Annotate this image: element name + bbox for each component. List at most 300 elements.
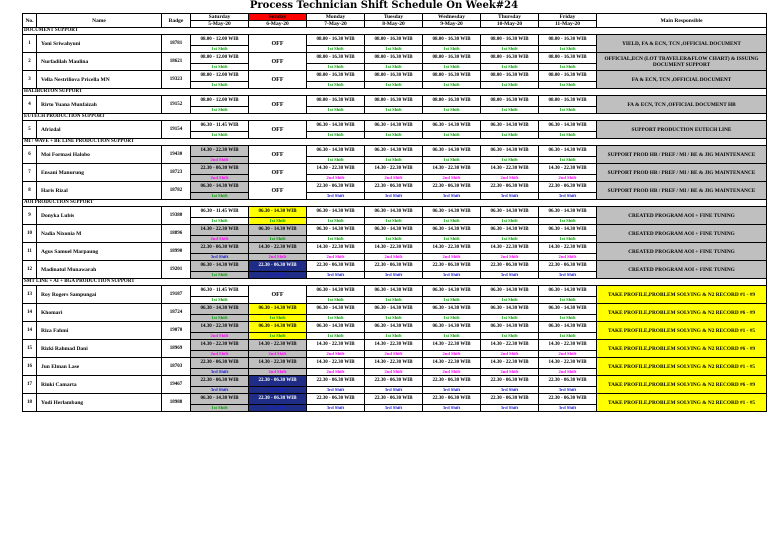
shift-time: 14.30 - 22.30 WIB <box>365 358 423 369</box>
shift-label: 3rd Shift <box>307 272 365 279</box>
shift-time: 22.30 - 06.30 WIB <box>539 182 597 193</box>
shift-label: 1st Shift <box>307 236 365 243</box>
shift-label: 1st Shift <box>307 132 365 139</box>
shift-label: 1st Shift <box>423 132 481 139</box>
row-number: 3 <box>23 71 37 89</box>
row-number: 11 <box>23 243 37 261</box>
shift-label: 1st Shift <box>191 82 249 89</box>
shift-label: 1st Shift <box>423 218 481 225</box>
shift-label: 1st Shift <box>481 297 539 304</box>
shift-time: 22.30 - 06.30 WIB <box>481 261 539 272</box>
header-responsible: Main Responsible <box>597 14 767 28</box>
shift-time: 08.00 - 16.30 WIB <box>481 53 539 64</box>
employee-badge: 19152 <box>162 96 191 114</box>
group-header-row <box>23 28 767 35</box>
shift-time: 08.00 - 12.00 WIB <box>191 71 249 82</box>
shift-label: 1st Shift <box>481 46 539 53</box>
shift-time: 14.30 - 22.30 WIB <box>249 358 307 369</box>
day-off-cell: OFF <box>249 53 307 71</box>
employee-badge: 18990 <box>162 243 191 261</box>
shift-time: 06.30 - 14.30 WIB <box>307 304 365 315</box>
shift-time: 22.30 - 06.30 WIB <box>307 394 365 405</box>
group-header-row <box>23 89 767 96</box>
shift-label: 1st Shift <box>539 82 597 89</box>
shift-label: 3rd Shift <box>481 193 539 200</box>
employee-name: Madinatul Munawarah <box>37 261 162 279</box>
shift-time: 06.30 - 14.30 WIB <box>423 286 481 297</box>
shift-time: 14.30 - 22.30 WIB <box>365 164 423 175</box>
shift-time: 08.00 - 16.30 WIB <box>307 53 365 64</box>
main-responsible: SUPPORT PROD HB / PREF / MI / BE & JIG MAINTENANCE <box>597 164 767 182</box>
schedule-title: Process Technician Shift Schedule On Week#24 <box>249 0 519 11</box>
shift-time: 06.30 - 14.30 WIB <box>423 207 481 218</box>
employee-name: Jun Elman Lase <box>37 358 162 376</box>
shift-time: 22.30 - 06.30 WIB <box>365 394 423 405</box>
employee-row <box>23 261 767 272</box>
shift-label: 1st Shift <box>423 46 481 53</box>
shift-label: 2nd Shift <box>481 175 539 182</box>
shift-time: 06.30 - 14.30 WIB <box>423 304 481 315</box>
shift-time: 06.30 - 14.30 WIB <box>423 121 481 132</box>
group-title: MI / WAVE + BE LINE PRODUCTION SUPPORT <box>23 139 767 146</box>
group-title: SMT LINE + AI + BGA PRODUCTION SUPPORT <box>23 279 767 286</box>
header-day: Wednesday <box>423 14 481 21</box>
shift-label: 1st Shift <box>191 193 249 200</box>
shift-time: 14.30 - 22.30 WIB <box>191 146 249 157</box>
shift-time: 06.30 - 14.30 WIB <box>365 286 423 297</box>
shift-time: 06.30 - 14.30 WIB <box>423 322 481 333</box>
shift-label: 3rd Shift <box>249 405 307 412</box>
shift-label: 2nd Shift <box>365 254 423 261</box>
header-day: Monday <box>307 14 365 21</box>
employee-badge: 19201 <box>162 261 191 279</box>
employee-badge: 19187 <box>162 286 191 304</box>
shift-time: 14.30 - 22.30 WIB <box>423 340 481 351</box>
shift-time: 14.30 - 22.30 WIB <box>191 322 249 333</box>
employee-name: Afrizdal <box>37 121 162 139</box>
schedule-body <box>23 28 767 412</box>
shift-label: 2nd Shift <box>191 175 249 182</box>
shift-label: 1st Shift <box>423 333 481 340</box>
header-day: Friday <box>539 14 597 21</box>
shift-time: 08.00 - 16.30 WIB <box>307 71 365 82</box>
shift-label: 2nd Shift <box>307 175 365 182</box>
shift-label: 3rd Shift <box>423 272 481 279</box>
shift-time: 14.30 - 22.30 WIB <box>191 340 249 351</box>
shift-label: 2nd Shift <box>191 333 249 340</box>
shift-label: 1st Shift <box>481 64 539 71</box>
employee-name: Rirto Yuana Munfaizah <box>37 96 162 114</box>
header-date: 6-May-20 <box>249 21 307 28</box>
shift-time: 06.30 - 14.30 WIB <box>191 304 249 315</box>
shift-label: 3rd Shift <box>249 272 307 279</box>
shift-label: 1st Shift <box>307 107 365 114</box>
shift-label: 1st Shift <box>423 236 481 243</box>
main-responsible: TAKE PROFILE,PROBLEM SOLVING & N2 RECORD #1 - #9 <box>597 286 767 304</box>
row-number: 15 <box>23 340 37 358</box>
shift-label: 1st Shift <box>249 236 307 243</box>
employee-row <box>23 394 767 405</box>
shift-label: 2nd Shift <box>423 175 481 182</box>
group-title: HALIBURTON SUPPORT <box>23 89 767 96</box>
shift-label: 2nd Shift <box>481 369 539 376</box>
employee-row <box>23 322 767 333</box>
row-number: 7 <box>23 164 37 182</box>
shift-label: 1st Shift <box>539 46 597 53</box>
shift-time: 14.30 - 22.30 WIB <box>539 340 597 351</box>
shift-label: 2nd Shift <box>539 175 597 182</box>
employee-badge: 19070 <box>162 322 191 340</box>
day-off-cell: OFF <box>249 71 307 89</box>
shift-label: 3rd Shift <box>307 193 365 200</box>
group-title: DOCUMENT SUPPORT <box>23 28 767 35</box>
shift-time: 22.30 - 06.30 WIB <box>191 358 249 369</box>
shift-time: 06.30 - 11.45 WIB <box>191 121 249 132</box>
employee-name: Donyka Lubis <box>37 207 162 225</box>
shift-label: 1st Shift <box>423 64 481 71</box>
shift-time: 06.30 - 14.30 WIB <box>307 146 365 157</box>
shift-label: 1st Shift <box>191 315 249 322</box>
shift-label: 3rd Shift <box>539 193 597 200</box>
shift-time: 14.30 - 22.30 WIB <box>481 243 539 254</box>
shift-time: 06.30 - 14.30 WIB <box>481 304 539 315</box>
shift-time: 06.30 - 14.30 WIB <box>539 304 597 315</box>
shift-time: 06.30 - 14.30 WIB <box>539 225 597 236</box>
employee-row <box>23 121 767 132</box>
shift-label: 1st Shift <box>365 297 423 304</box>
shift-time: 22.30 - 06.30 WIB <box>191 243 249 254</box>
shift-time: 06.30 - 14.30 WIB <box>191 182 249 193</box>
shift-label: 3rd Shift <box>481 405 539 412</box>
day-off-cell: OFF <box>249 164 307 182</box>
shift-label: 3rd Shift <box>365 193 423 200</box>
shift-label: 1st Shift <box>539 132 597 139</box>
shift-time: 14.30 - 22.30 WIB <box>423 243 481 254</box>
employee-badge: 19430 <box>162 146 191 164</box>
shift-time: 22.30 - 06.30 WIB <box>365 376 423 387</box>
shift-time: 14.30 - 22.30 WIB <box>423 358 481 369</box>
row-number: 8 <box>23 182 37 200</box>
shift-time: 08.00 - 16.30 WIB <box>539 96 597 107</box>
shift-time: 08.00 - 16.30 WIB <box>481 96 539 107</box>
shift-label: 1st Shift <box>365 82 423 89</box>
shift-label: 1st Shift <box>539 107 597 114</box>
shift-time: 22.30 - 06.30 WIB <box>539 394 597 405</box>
employee-row <box>23 286 767 297</box>
shift-label: 3rd Shift <box>307 405 365 412</box>
employee-row <box>23 358 767 369</box>
shift-label: 2nd Shift <box>307 369 365 376</box>
shift-time: 14.30 - 22.30 WIB <box>481 358 539 369</box>
employee-row <box>23 243 767 254</box>
shift-time: 22.30 - 06.30 WIB <box>423 261 481 272</box>
shift-label: 1st Shift <box>365 64 423 71</box>
shift-time: 06.30 - 14.30 WIB <box>539 322 597 333</box>
employee-name: Agus Samuel Marpaung <box>37 243 162 261</box>
shift-time: 22.30 - 06.30 WIB <box>365 261 423 272</box>
shift-label: 1st Shift <box>307 64 365 71</box>
shift-time: 08.00 - 16.30 WIB <box>365 53 423 64</box>
main-responsible: FA & ECN, TCN ,OFFICIAL DOCUMENT <box>597 71 767 89</box>
row-number: 10 <box>23 225 37 243</box>
shift-time: 06.30 - 14.30 WIB <box>249 304 307 315</box>
shift-time: 22.30 - 06.30 WIB <box>191 164 249 175</box>
main-responsible: FA & ECN, TCN ,OFFICIAL DOCUMENT HB <box>597 96 767 114</box>
shift-time: 08.00 - 16.30 WIB <box>481 71 539 82</box>
shift-time: 14.30 - 22.30 WIB <box>249 340 307 351</box>
shift-time: 06.30 - 14.30 WIB <box>307 286 365 297</box>
shift-label: 1st Shift <box>423 157 481 164</box>
shift-label: 1st Shift <box>191 64 249 71</box>
shift-time: 08.00 - 16.30 WIB <box>307 96 365 107</box>
shift-time: 22.30 - 06.30 WIB <box>191 376 249 387</box>
shift-label: 1st Shift <box>365 333 423 340</box>
shift-time: 22.30 - 06.30 WIB <box>539 261 597 272</box>
employee-badge: 18621 <box>162 53 191 71</box>
shift-label: 3rd Shift <box>191 254 249 261</box>
shift-label: 2nd Shift <box>365 351 423 358</box>
shift-time: 08.00 - 16.30 WIB <box>539 53 597 64</box>
shift-time: 08.00 - 16.30 WIB <box>423 71 481 82</box>
employee-badge: 18724 <box>162 304 191 322</box>
shift-time: 22.30 - 06.30 WIB <box>481 182 539 193</box>
employee-name: Moi Formasi Halobo <box>37 146 162 164</box>
shift-time: 06.30 - 14.30 WIB <box>481 322 539 333</box>
shift-time: 08.00 - 16.30 WIB <box>307 35 365 46</box>
shift-label: 1st Shift <box>307 315 365 322</box>
employee-name: Yudi Herlambang <box>37 394 162 412</box>
employee-name: Nadia Nixonia M <box>37 225 162 243</box>
shift-time: 06.30 - 14.30 WIB <box>539 146 597 157</box>
header-day: Sunday <box>249 14 307 21</box>
shift-time: 22.30 - 06.30 WIB <box>365 182 423 193</box>
shift-time: 14.30 - 22.30 WIB <box>307 340 365 351</box>
main-responsible: TAKE PROFILE,PROBLEM SOLVING & N2 RECORD #6 - #9 <box>597 376 767 394</box>
shift-time: 14.30 - 22.30 WIB <box>539 243 597 254</box>
shift-label: 2nd Shift <box>191 157 249 164</box>
shift-label: 1st Shift <box>539 236 597 243</box>
employee-row <box>23 96 767 107</box>
shift-time: 14.30 - 22.30 WIB <box>539 164 597 175</box>
shift-label: 1st Shift <box>307 82 365 89</box>
row-number: 14 <box>23 322 37 340</box>
shift-time: 22.30 - 06.30 WIB <box>539 376 597 387</box>
shift-label: 3rd Shift <box>481 272 539 279</box>
shift-label: 2nd Shift <box>307 254 365 261</box>
shift-label: 1st Shift <box>365 236 423 243</box>
header-badge: Badge <box>162 14 191 28</box>
shift-time: 06.30 - 14.30 WIB <box>481 146 539 157</box>
row-number: 2 <box>23 53 37 71</box>
employee-badge: 19380 <box>162 207 191 225</box>
employee-row <box>23 182 767 193</box>
shift-label: 1st Shift <box>481 82 539 89</box>
shift-time: 06.30 - 14.30 WIB <box>249 225 307 236</box>
shift-time: 06.30 - 14.30 WIB <box>481 225 539 236</box>
shift-label: 3rd Shift <box>249 387 307 394</box>
shift-label: 1st Shift <box>191 297 249 304</box>
shift-label: 2nd Shift <box>249 254 307 261</box>
shift-time: 08.00 - 16.30 WIB <box>539 35 597 46</box>
row-number: 18 <box>23 394 37 412</box>
shift-time: 14.30 - 22.30 WIB <box>307 358 365 369</box>
header-date: 9-May-20 <box>423 21 481 28</box>
shift-time: 06.30 - 14.30 WIB <box>481 207 539 218</box>
shift-label: 1st Shift <box>191 218 249 225</box>
shift-label: 1st Shift <box>539 64 597 71</box>
employee-row <box>23 376 767 387</box>
shift-time: 22.30 - 06.30 WIB <box>249 261 307 272</box>
main-responsible: TAKE PROFILE,PROBLEM SOLVING & N2 RECORD #1 - #5 <box>597 394 767 412</box>
shift-time: 08.00 - 16.30 WIB <box>365 35 423 46</box>
shift-label: 3rd Shift <box>365 272 423 279</box>
shift-time: 06.30 - 14.30 WIB <box>365 304 423 315</box>
group-header-row <box>23 279 767 286</box>
shift-label: 1st Shift <box>191 405 249 412</box>
day-off-cell: OFF <box>249 286 307 304</box>
day-off-cell: OFF <box>249 146 307 164</box>
employee-name: Rinki Camarta <box>37 376 162 394</box>
shift-time: 08.00 - 12.00 WIB <box>191 96 249 107</box>
shift-label: 2nd Shift <box>365 175 423 182</box>
shift-label: 2nd Shift <box>423 369 481 376</box>
employee-name: Nurfadilah Maulina <box>37 53 162 71</box>
shift-label: 1st Shift <box>191 272 249 279</box>
shift-label: 2nd Shift <box>539 351 597 358</box>
shift-time: 06.30 - 14.30 WIB <box>191 261 249 272</box>
shift-label: 1st Shift <box>539 157 597 164</box>
day-off-cell: OFF <box>249 182 307 200</box>
shift-time: 06.30 - 11.45 WIB <box>191 207 249 218</box>
shift-time: 22.30 - 06.30 WIB <box>423 376 481 387</box>
shift-time: 08.00 - 16.30 WIB <box>423 96 481 107</box>
employee-row <box>23 304 767 315</box>
shift-label: 3rd Shift <box>365 405 423 412</box>
shift-time: 14.30 - 22.30 WIB <box>539 358 597 369</box>
employee-name: Riza Fahmi <box>37 322 162 340</box>
shift-label: 1st Shift <box>423 107 481 114</box>
shift-label: 1st Shift <box>481 236 539 243</box>
header-date: 11-May-20 <box>539 21 597 28</box>
header-date: 10-May-20 <box>481 21 539 28</box>
shift-time: 06.30 - 14.30 WIB <box>539 286 597 297</box>
shift-label: 3rd Shift <box>365 387 423 394</box>
employee-row <box>23 164 767 175</box>
shift-label: 1st Shift <box>481 315 539 322</box>
shift-label: 1st Shift <box>307 46 365 53</box>
shift-label: 3rd Shift <box>539 387 597 394</box>
header-day: Saturday <box>191 14 249 21</box>
shift-label: 2nd Shift <box>539 254 597 261</box>
header-row-days <box>23 14 767 21</box>
employee-row <box>23 340 767 351</box>
shift-label: 1st Shift <box>423 315 481 322</box>
shift-label: 3rd Shift <box>191 387 249 394</box>
row-number: 17 <box>23 376 37 394</box>
shift-label: 1st Shift <box>249 218 307 225</box>
shift-label: 1st Shift <box>539 218 597 225</box>
shift-time: 14.30 - 22.30 WIB <box>481 164 539 175</box>
group-header-row <box>23 200 767 207</box>
shift-time: 14.30 - 22.30 WIB <box>191 225 249 236</box>
shift-label: 3rd Shift <box>423 405 481 412</box>
employee-badge: 19154 <box>162 121 191 139</box>
header-date: 5-May-20 <box>191 21 249 28</box>
row-number: 16 <box>23 358 37 376</box>
shift-label: 1st Shift <box>539 333 597 340</box>
row-number: 5 <box>23 121 37 139</box>
shift-label: 1st Shift <box>307 333 365 340</box>
shift-time: 22.30 - 06.30 WIB <box>307 182 365 193</box>
row-number: 6 <box>23 146 37 164</box>
employee-badge: 18703 <box>162 358 191 376</box>
employee-name: Ensani Manurung <box>37 164 162 182</box>
employee-row <box>23 146 767 157</box>
row-number: 14 <box>23 304 37 322</box>
shift-time: 06.30 - 14.30 WIB <box>365 146 423 157</box>
shift-time: 06.30 - 14.30 WIB <box>423 146 481 157</box>
shift-time: 06.30 - 14.30 WIB <box>423 225 481 236</box>
shift-label: 1st Shift <box>307 218 365 225</box>
employee-badge: 18781 <box>162 35 191 53</box>
shift-time: 22.30 - 06.30 WIB <box>481 376 539 387</box>
group-header-row <box>23 139 767 146</box>
main-responsible: SUPPORT PROD HB / PREF / MI / BE & JIG MAINTENANCE <box>597 182 767 200</box>
shift-label: 1st Shift <box>481 107 539 114</box>
shift-time: 08.00 - 16.30 WIB <box>365 71 423 82</box>
shift-time: 06.30 - 14.30 WIB <box>539 207 597 218</box>
shift-label: 2nd Shift <box>423 254 481 261</box>
header-no: No. <box>23 14 37 28</box>
employee-row <box>23 53 767 64</box>
shift-label: 1st Shift <box>191 46 249 53</box>
row-number: 9 <box>23 207 37 225</box>
row-number: 4 <box>23 96 37 114</box>
shift-label: 3rd Shift <box>307 387 365 394</box>
shift-label: 2nd Shift <box>191 351 249 358</box>
shift-label: 1st Shift <box>539 315 597 322</box>
main-responsible: CREATED PROGRAM AOI + FINE TUNING <box>597 225 767 243</box>
shift-label: 2nd Shift <box>481 254 539 261</box>
shift-label: 2nd Shift <box>307 351 365 358</box>
shift-time: 08.00 - 12.00 WIB <box>191 53 249 64</box>
employee-badge: 18896 <box>162 225 191 243</box>
main-responsible: TAKE PROFILE,PROBLEM SOLVING & N2 RECORD #6 - #9 <box>597 304 767 322</box>
header-name: Name <box>37 14 162 28</box>
shift-label: 1st Shift <box>307 157 365 164</box>
shift-time: 06.30 - 14.30 WIB <box>307 322 365 333</box>
shift-label: 1st Shift <box>539 297 597 304</box>
shift-label: 1st Shift <box>423 297 481 304</box>
shift-label: 3rd Shift <box>539 272 597 279</box>
shift-label: 3rd Shift <box>539 405 597 412</box>
shift-time: 22.30 - 06.30 WIB <box>423 182 481 193</box>
shift-label: 3rd Shift <box>191 369 249 376</box>
header-day: Thursday <box>481 14 539 21</box>
employee-row <box>23 207 767 218</box>
shift-time: 08.00 - 16.30 WIB <box>481 35 539 46</box>
employee-name: Vella Nestriliova Pricella MN <box>37 71 162 89</box>
shift-time: 08.00 - 16.30 WIB <box>423 53 481 64</box>
shift-time: 22.30 - 06.30 WIB <box>249 394 307 405</box>
main-responsible: CREATED PROGRAM AOI + FINE TUNING <box>597 243 767 261</box>
main-responsible: YIELD, FA & ECN, TCN ,OFFICIAL DOCUMENT <box>597 35 767 53</box>
group-title: EUTECH PRODUCTION SUPPORT <box>23 114 767 121</box>
main-responsible: OFFICIAL,ECN (LOT TRAVELER&FLOW CHART) & ISSUING DOCUMENT SUPPORT <box>597 53 767 71</box>
main-responsible: TAKE PROFILE,PROBLEM SOLVING & N2 RECORD #6 - #9 <box>597 340 767 358</box>
employee-name: Haris Rizal <box>37 182 162 200</box>
main-responsible: CREATED PROGRAM AOI + FINE TUNING <box>597 207 767 225</box>
